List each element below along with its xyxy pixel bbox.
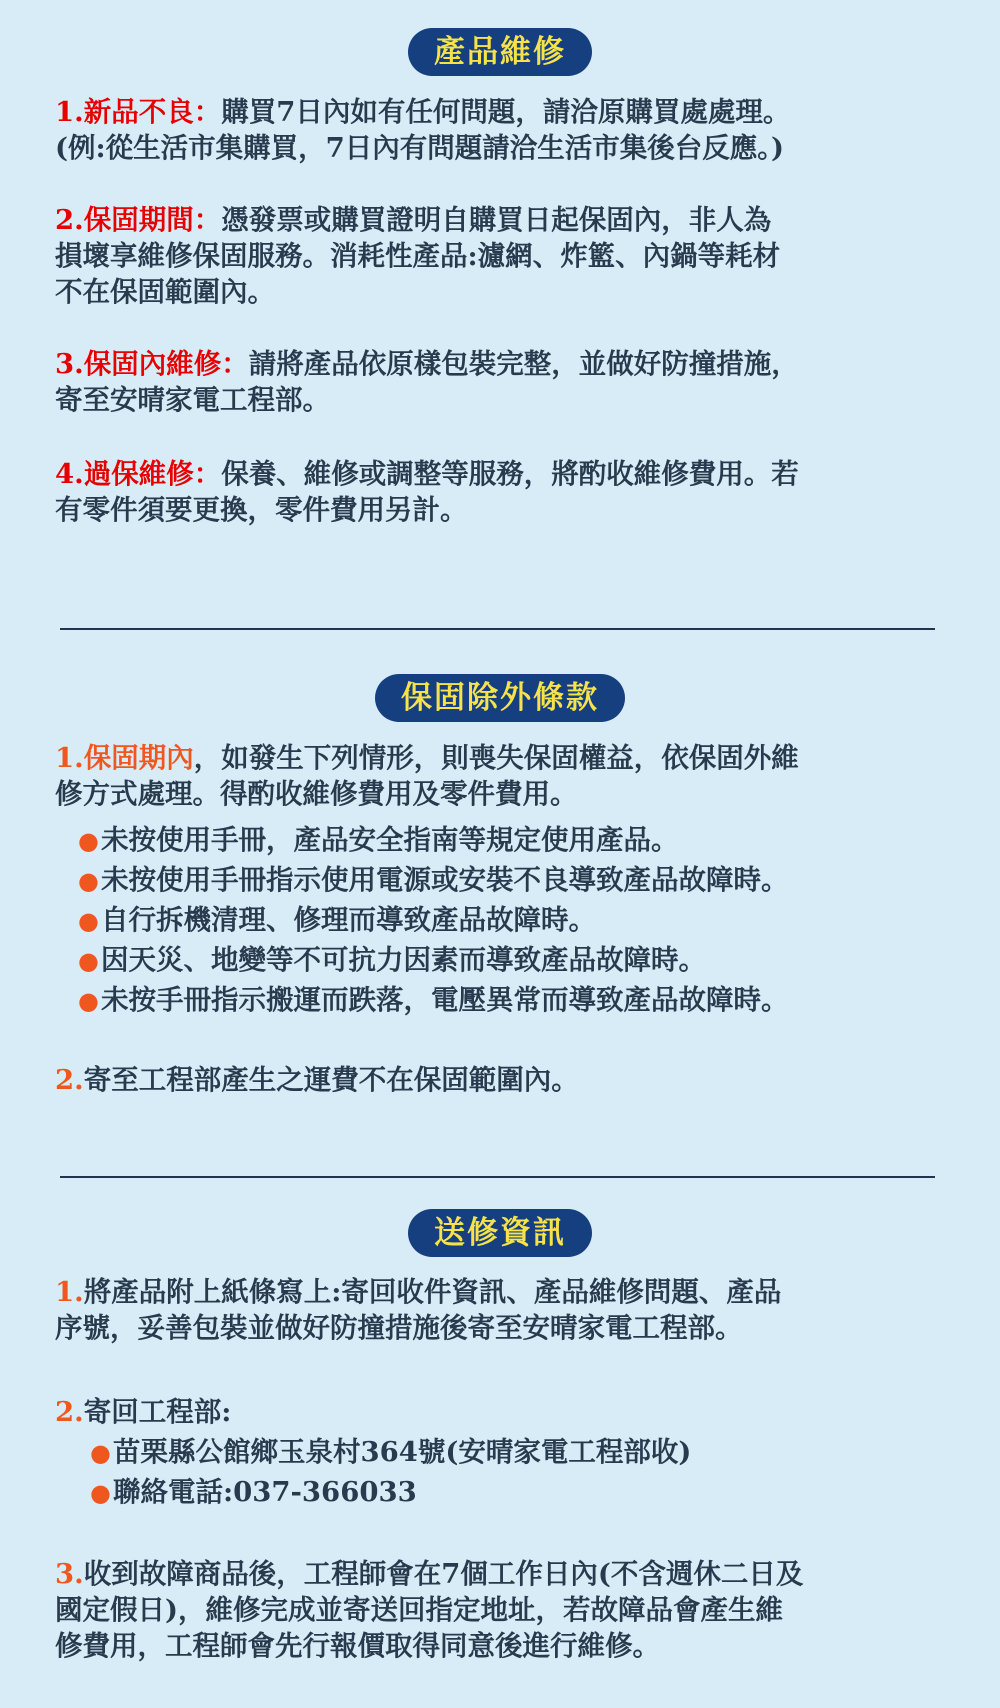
colon: ： [193,458,222,490]
item-text: 寄至安晴家電工程部。 [55,384,330,416]
item-heading: 3.保固內維修 [55,348,222,380]
item-text: 請將產品依原樣包裝完整，並做好防撞措施， [248,348,799,380]
item-text: 修費用，工程師會先行報價取得同意後進行維修。 [55,1630,660,1662]
colon: ： [193,204,222,236]
item-heading: 4.過保維修 [55,458,194,490]
item-number: 2. [55,1396,84,1428]
exclusions-item-2 [55,1062,945,1098]
repair-item-warranty-period [55,202,945,310]
item-number: 2. [55,1064,84,1096]
section-divider [60,1176,935,1178]
repair-item-in-warranty [55,346,945,418]
list-item-text: 未按手冊指示搬運而跌落，電壓異常而導致產品故障時。 [100,984,789,1016]
item-text: 收到故障商品後，工程師會在7個工作日內(不含週休二日及 [83,1558,804,1590]
item-number: 3. [55,1558,84,1590]
item-text: 寄回工程部: [83,1396,232,1428]
list-item-text: 自行拆機清理、修理而導致產品故障時。 [100,904,596,936]
service-item-3 [55,1556,945,1664]
item-text: ，如發生下列情形，則喪失保固權益，依保固外維 [193,742,799,774]
bullet-dot-icon: ● [78,826,99,855]
list-item-text: 未按使用手冊，產品安全指南等規定使用產品。 [100,824,679,856]
item-text: 不在保固範圍內。 [55,276,275,308]
list-item-text: 因天災、地變等不可抗力因素而導致產品故障時。 [100,944,706,976]
list-item [78,942,945,982]
repair-item-new-defect [55,94,945,166]
item-text: (例:從生活市集購買，7日內有問題請洽生活市集後台反應。) [55,132,785,164]
bullet-dot-icon: ● [78,866,99,895]
list-item [78,822,945,862]
list-item [78,902,945,942]
exclusions-bullet-list [78,822,945,1022]
item-heading: 2.保固期間 [55,204,194,236]
item-text: 有零件須要更換，零件費用另計。 [55,494,468,526]
bullet-dot-icon: ● [78,986,99,1015]
list-item [78,862,945,902]
service-item-1 [55,1274,945,1346]
list-item-text: 未按使用手冊指示使用電源或安裝不良導致產品故障時。 [100,864,789,896]
item-heading: 1.新品不良 [55,96,194,128]
bullet-dot-icon: ● [90,1478,111,1507]
list-item [90,1474,945,1514]
phone-text: 聯絡電話:037-366033 [112,1476,417,1508]
colon: ： [221,348,249,380]
exclusions-item-1 [55,740,945,812]
item-text: 購買7日內如有任何問題，請洽原購買處處理。 [221,96,791,128]
bullet-dot-icon: ● [78,906,99,935]
item-text: 損壞享維修保固服務。消耗性產品:濾網、炸籃、內鍋等耗材 [55,240,781,272]
service-address-list [90,1434,945,1514]
bullet-dot-icon: ● [90,1438,111,1467]
item-text: 將產品附上紙條寫上:寄回收件資訊、產品維修問題、產品 [83,1276,782,1308]
item-number: 1. [55,1276,84,1308]
item-heading: 1.保固期內 [55,742,194,774]
bullet-dot-icon: ● [78,946,99,975]
item-text: 保養、維修或調整等服務，將酌收維修費用。若 [221,458,799,490]
repair-item-out-of-warranty [55,456,945,528]
repair-section-title: 產品維修 [408,28,592,76]
list-item [78,982,945,1022]
item-text: 序號，妥善包裝並做好防撞措施後寄至安晴家電工程部。 [55,1312,743,1344]
section-divider [60,628,935,630]
item-text: 寄至工程部產生之運費不在保固範圍內。 [83,1064,579,1096]
item-text: 國定假日)，維修完成並寄送回指定地址，若故障品會產生維 [55,1594,784,1626]
service-section-title: 送修資訊 [408,1209,592,1257]
address-text: 苗栗縣公館鄉玉泉村364號(安晴家電工程部收) [112,1436,692,1468]
exclusions-section-title: 保固除外條款 [375,674,625,722]
list-item [90,1434,945,1474]
item-text: 修方式處理。得酌收維修費用及零件費用。 [55,778,578,810]
colon: ： [193,96,222,128]
service-item-2 [55,1394,945,1430]
item-text: 憑發票或購買證明自購買日起保固內，非人為 [221,204,772,236]
